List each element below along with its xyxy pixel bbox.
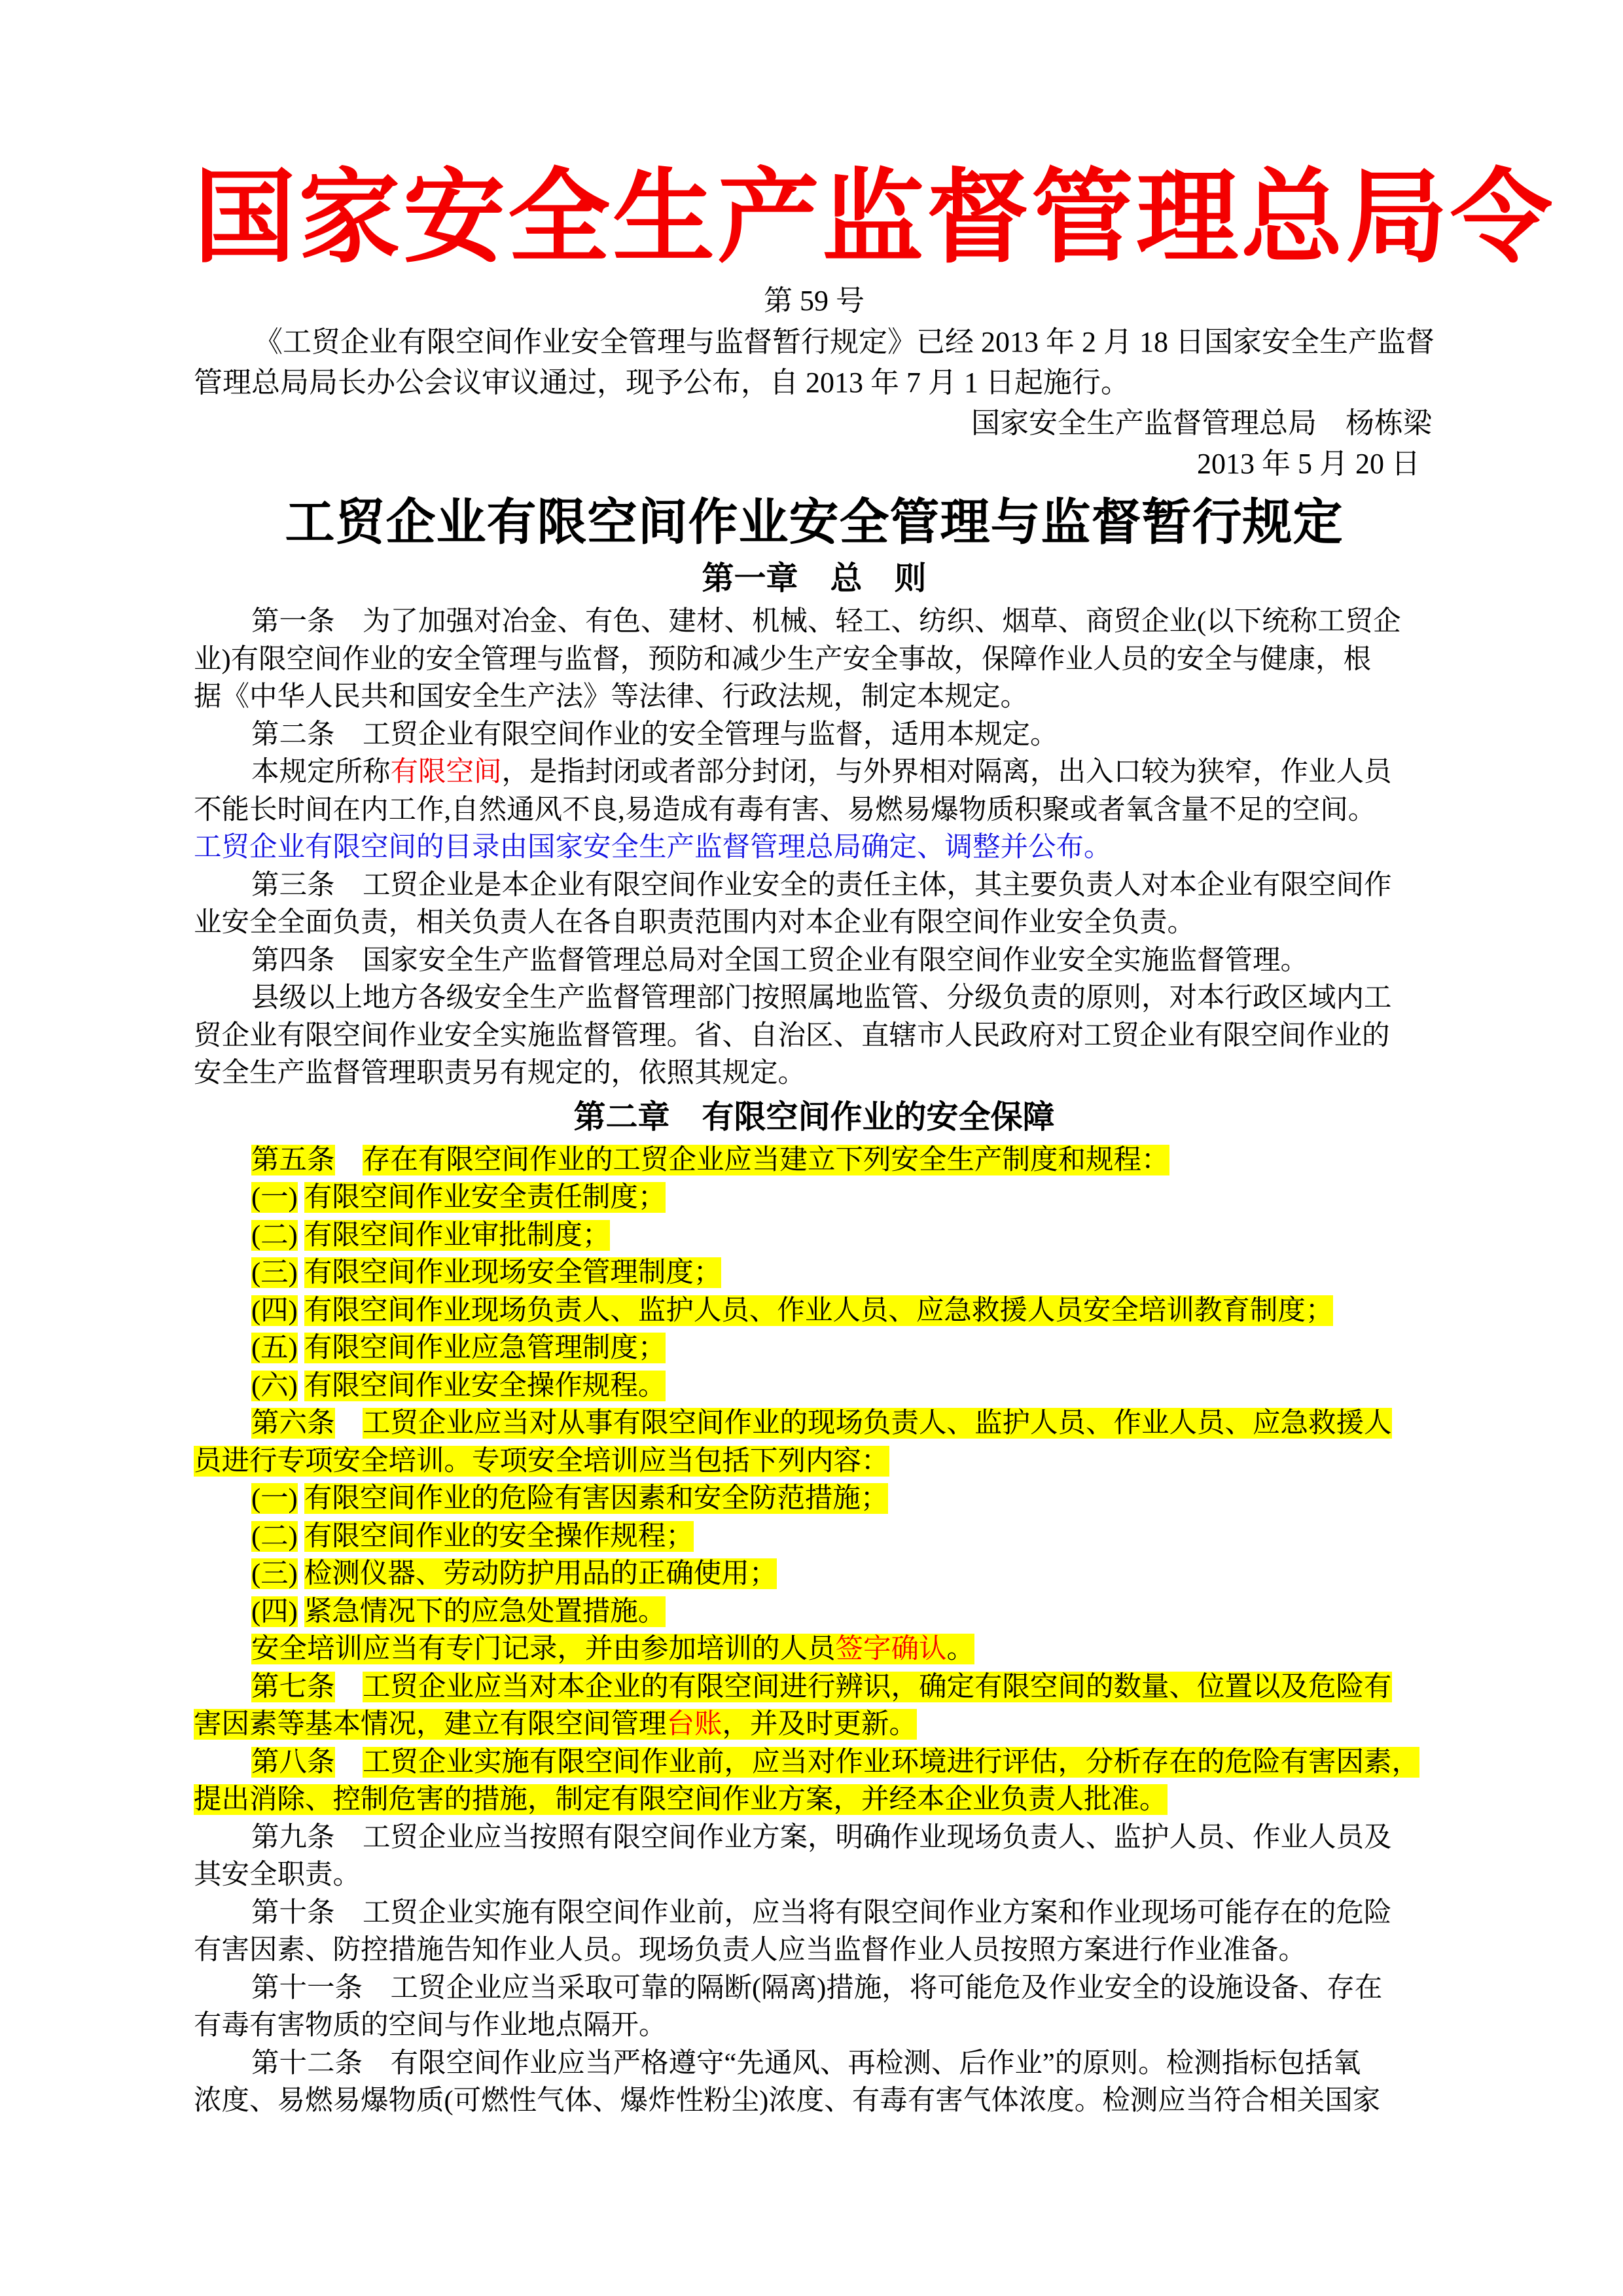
highlighted-text: ，并及时更新。 — [722, 1709, 918, 1740]
highlighted-text: (三) — [251, 1257, 298, 1288]
text-segment: 有毒有害物质的空间与作业地点隔开。 — [194, 2010, 667, 2041]
body-line — [194, 1179, 1435, 1217]
body-line — [194, 1367, 1435, 1405]
highlighted-text: 有限空间作业的危险有害因素和安全防范措施； — [304, 1483, 889, 1514]
highlighted-text: 提出消除、控制危害的措施，制定有限空间作业方案，并经本企业负责人批准。 — [194, 1784, 1168, 1815]
body-line — [194, 829, 1435, 867]
chapter-heading: 第二章 有限空间作业的安全保障 — [573, 1099, 1055, 1135]
chapter-1 — [194, 558, 1435, 1092]
highlighted-text: 有限空间作业现场负责人、监护人员、作业人员、应急救援人员安全培训教育制度； — [304, 1295, 1334, 1326]
body-line — [194, 1054, 1435, 1092]
body-line — [194, 1141, 1435, 1179]
red-term: 签字确认 — [835, 1634, 947, 1664]
highlighted-text: 有限空间作业应急管理制度； — [304, 1333, 666, 1363]
text-segment: 业)有限空间作业的安全管理与监督，预防和减少生产安全事故，保障作业人员的安全与健康，根 — [194, 643, 1372, 675]
highlighted-text: 害因素等基本情况，建立有限空间管理 — [194, 1709, 667, 1740]
highlighted-text: 有限空间作业安全责任制度； — [304, 1182, 666, 1213]
highlighted-text: (三) — [251, 1558, 298, 1589]
text-segment: 有害因素、防控措施告知作业人员。现场负责人应当监督作业人员按照方案进行作业准备。 — [194, 1935, 1307, 1965]
highlighted-text: (一) — [251, 1182, 298, 1213]
highlighted-text: 第五条 — [251, 1144, 335, 1175]
highlighted-text: (四) — [251, 1596, 298, 1627]
body-line — [194, 1931, 1435, 1969]
text-segment — [335, 1672, 363, 1702]
body-line — [194, 1254, 1435, 1292]
body-line — [194, 753, 1435, 791]
body-line — [194, 979, 1435, 1017]
body-line — [194, 1706, 1435, 1744]
preamble — [194, 322, 1435, 484]
text-segment: 第十二条 有限空间作业应当严格遵守“先通风、再检测、后作业”的原则。检测指标包括氧 — [251, 2047, 1361, 2079]
text-segment: 第二条 工贸企业有限空间作业的安全管理与监督，适用本规定。 — [251, 719, 1058, 750]
highlighted-text: 紧急情况下的应急处置措施。 — [304, 1596, 666, 1627]
text-segment: 本规定所称 — [251, 757, 391, 787]
highlighted-text: 员进行专项安全培训。专项安全培训应当包括下列内容： — [194, 1445, 889, 1477]
body-line — [194, 2007, 1435, 2045]
body-line — [194, 1329, 1435, 1367]
body-line — [194, 791, 1435, 829]
body-line — [194, 1443, 1435, 1480]
body-line — [194, 867, 1435, 905]
highlighted-text: 工贸企业应当对本企业的有限空间进行辨识，确定有限空间的数量、位置以及危险有 — [363, 1671, 1392, 1702]
text-segment: 贸企业有限空间作业安全实施监督管理。省、自治区、直辖市人民政府对工贸企业有限空间作业的 — [194, 1020, 1390, 1051]
highlighted-text: 第八条 — [251, 1746, 335, 1778]
body-line — [194, 1819, 1435, 1857]
text-segment — [335, 1408, 363, 1439]
masthead-title: 国家安全生产监督管理总局令 — [194, 161, 1555, 275]
highlighted-text: 有限空间作业审批制度； — [304, 1219, 611, 1251]
issue-date: 2013 年 5 月 20 日 — [1197, 448, 1420, 480]
chapter-1-lines — [194, 603, 1435, 1092]
preamble-line: 《工贸企业有限空间作业安全管理与监督暂行规定》已经 2013 年 2 月 18 日国家安全生产监督 — [254, 326, 1435, 358]
body-line — [194, 904, 1435, 942]
body-line — [194, 1781, 1435, 1819]
body-line — [194, 942, 1435, 980]
text-segment: 浓度、易燃易爆物质(可燃性气体、爆炸性粉尘)浓度、有毒有害气体浓度。检测应当符合相关国家 — [194, 2085, 1381, 2116]
text-segment: 第三条 工贸企业是本企业有限空间作业安全的责任主体，其主要负责人对本企业有限空间作 — [251, 869, 1392, 901]
highlighted-text: 工贸企业应当对从事有限空间作业的现场负责人、监护人员、作业人员、应急救援人 — [363, 1408, 1392, 1439]
signature: 国家安全生产监督管理总局 杨栋梁 — [971, 407, 1432, 439]
highlighted-text: 。 — [946, 1634, 975, 1664]
highlighted-text: 检测仪器、劳动防护用品的正确使用； — [304, 1558, 777, 1589]
text-segment — [335, 1145, 363, 1175]
body-line — [194, 1668, 1435, 1706]
text-segment: 安全生产监督管理职责另有规定的，依照其规定。 — [194, 1058, 806, 1088]
highlighted-text: 存在有限空间作业的工贸企业应当建立下列安全生产制度和规程： — [363, 1144, 1169, 1175]
document-title: 工贸企业有限空间作业安全管理与监督暂行规定 — [285, 495, 1344, 550]
text-segment: 县级以上地方各级安全生产监督管理部门按照属地监管、分级负责的原则，对本行政区域内工 — [251, 982, 1392, 1013]
body-line — [194, 1480, 1435, 1518]
highlighted-text: (四) — [251, 1295, 298, 1326]
body-line — [194, 1217, 1435, 1255]
highlighted-text: 有限空间作业现场安全管理制度； — [304, 1257, 722, 1288]
highlighted-text: (一) — [251, 1483, 298, 1514]
chapter-heading: 第一章 总 则 — [702, 561, 927, 596]
highlighted-text: 安全培训应当有专门记录，并由参加培训的人员 — [251, 1634, 836, 1664]
highlighted-text: 第七条 — [251, 1671, 335, 1702]
body-line — [194, 2045, 1435, 2083]
highlighted-text: (二) — [251, 1219, 298, 1251]
body-line — [194, 2082, 1435, 2120]
body-line — [194, 678, 1435, 716]
highlighted-text: (六) — [251, 1370, 298, 1401]
body-line — [194, 603, 1435, 641]
text-segment: 业安全全面负责，相关负责人在各自职责范围内对本企业有限空间作业安全负责。 — [194, 907, 1196, 938]
body-line — [194, 1894, 1435, 1932]
body-line — [194, 1630, 1435, 1668]
highlighted-text: (五) — [251, 1333, 298, 1363]
body-line — [194, 1518, 1435, 1556]
highlighted-text: 第六条 — [251, 1408, 335, 1439]
text-segment: 不能长时间在内工作,自然通风不良,易造成有毒有害、易燃易爆物质积聚或者氧含量不足的空间。 — [194, 794, 1376, 825]
red-term: 台账 — [666, 1709, 722, 1740]
body-line — [194, 1405, 1435, 1443]
body-line — [194, 1856, 1435, 1894]
text-segment: 第四条 国家安全生产监督管理总局对全国工贸企业有限空间作业安全实施监督管理。 — [251, 944, 1309, 976]
body-line — [194, 1292, 1435, 1330]
chapter-2-lines — [194, 1141, 1435, 2120]
text-segment: 第十条 工贸企业实施有限空间作业前，应当将有限空间作业方案和作业现场可能存在的危险 — [251, 1897, 1392, 1928]
body-line — [194, 1555, 1435, 1593]
body-line — [194, 1969, 1435, 2007]
body-line — [194, 716, 1435, 754]
blue-sentence: 工贸企业有限空间的目录由国家安全生产监督管理总局确定、调整并公布。 — [194, 832, 1112, 863]
red-term: 有限空间 — [390, 757, 502, 787]
highlighted-text: 有限空间作业安全操作规程。 — [304, 1370, 666, 1401]
chapter-2 — [194, 1096, 1435, 2120]
issue-number: 第 59 号 — [764, 285, 865, 317]
body-line — [194, 1744, 1435, 1782]
body-line — [194, 1017, 1435, 1055]
highlighted-text: (二) — [251, 1520, 298, 1552]
text-segment: 第九条 工贸企业应当按照有限空间作业方案，明确作业现场负责人、监护人员、作业人员及 — [251, 1821, 1392, 1853]
text-segment: ，是指封闭或者部分封闭，与外界相对隔离，出入口较为狭窄，作业人员 — [501, 757, 1392, 787]
text-segment — [335, 1747, 363, 1778]
text-segment: 第十一条 工贸企业应当采取可靠的隔断(隔离)措施，将可能危及作业安全的设施设备、存在 — [251, 1972, 1383, 2003]
highlighted-text: 有限空间作业的安全操作规程； — [304, 1520, 694, 1552]
text-segment: 第一条 为了加强对冶金、有色、建材、机械、轻工、纺织、烟草、商贸企业(以下统称工贸企 — [251, 606, 1401, 637]
highlighted-text: 工贸企业实施有限空间作业前，应当对作业环境进行评估，分析存在的危险有害因素， — [363, 1746, 1420, 1778]
body-line — [194, 641, 1435, 679]
preamble-line: 管理总局局长办公会议审议通过，现予公布，自 2013 年 7 月 1 日起施行。 — [194, 367, 1130, 399]
text-segment: 据《中华人民共和国安全生产法》等法律、行政法规，制定本规定。 — [194, 681, 1029, 712]
text-segment: 其安全职责。 — [194, 1859, 361, 1890]
body-line — [194, 1593, 1435, 1631]
